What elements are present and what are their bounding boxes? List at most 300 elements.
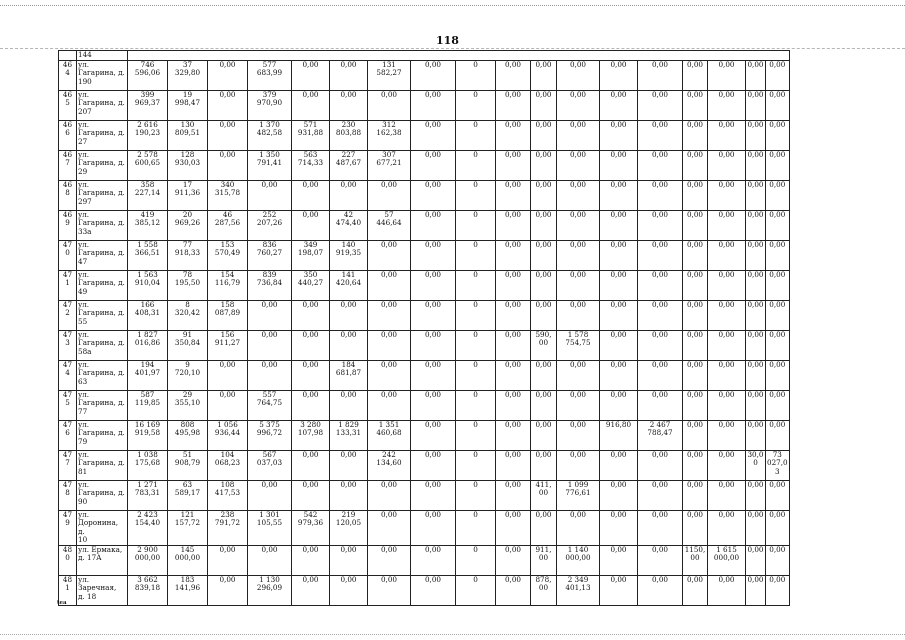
table-cell: 0,00 (531, 210, 557, 240)
table-cell: 0,00 (708, 210, 746, 240)
scan-border-top (0, 5, 905, 6)
table-cell: 0,00 (746, 330, 766, 360)
table-cell: 0,00 (746, 390, 766, 420)
table-body (59, 51, 790, 606)
table-cell: 0,00 (683, 390, 708, 420)
table-cell: 0,00 (600, 480, 638, 510)
table-cell: 0,00 (746, 90, 766, 120)
table-cell: 0,00 (292, 480, 330, 510)
table-cell: 0,00 (600, 180, 638, 210)
table-cell: 0 (456, 545, 496, 575)
table-cell: 0,00 (496, 480, 531, 510)
table-cell: 51 908,79 (168, 450, 208, 480)
table-cell: 154 116,79 (208, 270, 248, 300)
table-cell: 0,00 (292, 210, 330, 240)
table-cell: 0,00 (496, 210, 531, 240)
address-cell: ул. Гагарина, д. 55 (77, 300, 128, 330)
table-cell: 0,00 (411, 120, 456, 150)
table-cell: 0,00 (708, 480, 746, 510)
table-cell: 9 720,10 (168, 360, 208, 390)
table-cell: 0,00 (292, 360, 330, 390)
table-cell: 2 578 600,65 (128, 150, 168, 180)
table-cell: 916,80 (600, 420, 638, 450)
table-cell: 91 350,84 (168, 330, 208, 360)
table-cell: 0,00 (638, 120, 683, 150)
table-cell: 542 979,36 (292, 510, 330, 545)
table-cell: 0 (456, 90, 496, 120)
table-cell: 0,00 (496, 180, 531, 210)
table-cell: 0,00 (708, 450, 746, 480)
table-cell: 219 120,05 (330, 510, 368, 545)
row-number-cell: 48 1 (59, 575, 77, 605)
table-cell: 42 474,40 (330, 210, 368, 240)
table-cell: 0,00 (368, 180, 411, 210)
table-cell: 0,00 (708, 330, 746, 360)
table-cell: 0,00 (708, 300, 746, 330)
table-cell: 0,00 (208, 545, 248, 575)
table-cell: 0,00 (746, 360, 766, 390)
table-cell: 0,00 (496, 450, 531, 480)
table-cell: 340 315,78 (208, 180, 248, 210)
table-cell: 0,00 (496, 330, 531, 360)
table-cell: 0,00 (557, 90, 600, 120)
table-cell: 0,00 (557, 240, 600, 270)
table-cell: 156 911,27 (208, 330, 248, 360)
address-cell: ул. Гагарина, д. 49 (77, 270, 128, 300)
table-cell: 8 320,42 (168, 300, 208, 330)
table-cell: 0,00 (708, 270, 746, 300)
table-cell: 0,00 (683, 60, 708, 90)
table-cell: 128 930,03 (168, 150, 208, 180)
table-cell: 0,00 (638, 510, 683, 545)
table-cell: 0,00 (638, 180, 683, 210)
table-cell: 0,00 (600, 450, 638, 480)
table-cell: 0,00 (638, 270, 683, 300)
table-cell: 0,00 (683, 270, 708, 300)
table-cell: 184 681,87 (330, 360, 368, 390)
table-cell (59, 51, 77, 61)
table-cell: 0,00 (330, 480, 368, 510)
table-cell: 0,00 (766, 360, 790, 390)
table-cell: 0,00 (208, 60, 248, 90)
table-cell: 0,00 (766, 210, 790, 240)
table-cell: 46 287,56 (208, 210, 248, 240)
scan-border-bottom (0, 634, 905, 635)
table-cell: 2 467 788,47 (638, 420, 683, 450)
row-number-cell: 46 8 (59, 180, 77, 210)
table-cell: 587 119,85 (128, 390, 168, 420)
table-cell: 0,00 (496, 240, 531, 270)
table-cell: 0,00 (746, 480, 766, 510)
table-cell: 145 000,00 (168, 545, 208, 575)
table-cell: 0,00 (708, 120, 746, 150)
table-cell: 2 423 154,40 (128, 510, 168, 545)
table-row (59, 300, 790, 330)
table-cell: 419 385,12 (128, 210, 168, 240)
table-cell: 379 970,90 (248, 90, 292, 120)
table-cell: 0,00 (708, 90, 746, 120)
table-cell: 0,00 (746, 120, 766, 150)
table-cell: 0,00 (638, 575, 683, 605)
table-cell: 0,00 (557, 360, 600, 390)
table-cell: 0,00 (557, 150, 600, 180)
table-cell: 0,00 (638, 210, 683, 240)
table-cell: 0,00 (683, 90, 708, 120)
table-cell: 0 (456, 300, 496, 330)
table-cell: 590, 00 (531, 330, 557, 360)
table-cell: 0 (456, 420, 496, 450)
table-cell: 0,00 (330, 450, 368, 480)
table-row (59, 60, 790, 90)
table-cell: 0,00 (411, 210, 456, 240)
table-cell: 0 (456, 450, 496, 480)
table-cell: 0,00 (531, 360, 557, 390)
table-cell: 0,00 (411, 240, 456, 270)
table-cell: 0,00 (557, 420, 600, 450)
table-cell: 1 615 000,00 (708, 545, 746, 575)
table-cell: 0,00 (557, 270, 600, 300)
table-cell: 0,00 (411, 330, 456, 360)
table-cell: 0,00 (708, 420, 746, 450)
table-cell: 16 169 919,58 (128, 420, 168, 450)
table-cell: 0,00 (411, 480, 456, 510)
table-cell: 577 683,99 (248, 60, 292, 90)
table-cell: 0,00 (746, 240, 766, 270)
table-cell: 194 401,97 (128, 360, 168, 390)
table-cell: 1 578 754,75 (557, 330, 600, 360)
table-cell: 1 038 175,68 (128, 450, 168, 480)
table-cell: 746 596,06 (128, 60, 168, 90)
table-cell: 0 (456, 270, 496, 300)
row-number-cell: 46 4 (59, 60, 77, 90)
address-cell: ул. Ермака, д. 17А (77, 545, 128, 575)
table-cell: 0,00 (638, 60, 683, 90)
table-cell: 836 760,27 (248, 240, 292, 270)
table-cell: 238 791,72 (208, 510, 248, 545)
table-cell: 0,00 (766, 390, 790, 420)
table-cell: 0,00 (557, 390, 600, 420)
table-cell: 0 (456, 120, 496, 150)
table-cell: 0,00 (411, 420, 456, 450)
table-cell: 1 271 783,31 (128, 480, 168, 510)
table-cell: 0,00 (683, 120, 708, 150)
table-cell: 0,00 (411, 90, 456, 120)
table-cell: 63 589,17 (168, 480, 208, 510)
table-cell: 1 351 460,68 (368, 420, 411, 450)
table-cell: 0,00 (368, 90, 411, 120)
table-cell: 0,00 (766, 90, 790, 120)
row-number-cell: 47 1 (59, 270, 77, 300)
table-cell: 911, 00 (531, 545, 557, 575)
table-cell: 0,00 (557, 210, 600, 240)
table-cell: 0,00 (248, 330, 292, 360)
table-cell: 307 677,21 (368, 150, 411, 180)
table-cell: 0,00 (683, 300, 708, 330)
table-cell: 0,00 (766, 545, 790, 575)
row-number-cell: 46 5 (59, 90, 77, 120)
table-cell: 1 301 105,55 (248, 510, 292, 545)
table-cell: 0 (456, 330, 496, 360)
table-cell: 0,00 (638, 360, 683, 390)
table-cell: 2 349 401,13 (557, 575, 600, 605)
table-cell: 0,00 (600, 240, 638, 270)
address-cell: ул. Гагарина, д. 77 (77, 390, 128, 420)
table-cell: 0,00 (531, 120, 557, 150)
table-cell: 0,00 (496, 420, 531, 450)
table-cell: 0,00 (600, 150, 638, 180)
table-cell: 0,00 (746, 300, 766, 330)
address-cell: ул. Гагарина, д. 33а (77, 210, 128, 240)
table-row (59, 545, 790, 575)
table-row (59, 150, 790, 180)
table-cell: 0,00 (638, 300, 683, 330)
table-cell: 0,00 (411, 300, 456, 330)
table-cell: 0,00 (292, 390, 330, 420)
table-cell: 121 157,72 (168, 510, 208, 545)
table-cell: 0,00 (531, 510, 557, 545)
table-cell: 0,00 (766, 330, 790, 360)
table-cell: 0,00 (746, 150, 766, 180)
address-cell: ул. Гагарина, д. 79 (77, 420, 128, 450)
table-row (59, 210, 790, 240)
table-cell: 0,00 (766, 240, 790, 270)
table-cell: 1 130 296,09 (248, 575, 292, 605)
table-cell: 0,00 (766, 60, 790, 90)
table-cell: 0,00 (746, 420, 766, 450)
table-cell: 104 068,23 (208, 450, 248, 480)
table-row (59, 450, 790, 480)
table-row (59, 270, 790, 300)
table-cell: 0,00 (746, 270, 766, 300)
table-cell: 0,00 (600, 90, 638, 120)
table-row (59, 330, 790, 360)
table-row (59, 510, 790, 545)
table-cell: 0,00 (557, 120, 600, 150)
table-cell: 0,00 (766, 150, 790, 180)
table-cell: 0,00 (368, 390, 411, 420)
table-cell: 77 918,33 (168, 240, 208, 270)
table-cell: 0,00 (638, 150, 683, 180)
table-cell: 3 662 839,18 (128, 575, 168, 605)
page-number: 118 (436, 34, 459, 47)
table-cell: 0,00 (531, 90, 557, 120)
table-cell: 0,00 (330, 330, 368, 360)
table-cell: 0,00 (531, 420, 557, 450)
table-cell: 0,00 (557, 300, 600, 330)
table-cell: 0,00 (531, 240, 557, 270)
table-row (59, 240, 790, 270)
table-cell: 0,00 (683, 575, 708, 605)
table-cell: 0,00 (411, 510, 456, 545)
table-cell: 0,00 (531, 300, 557, 330)
table-cell: 0,00 (411, 545, 456, 575)
table-cell: 0,00 (766, 480, 790, 510)
table-cell: 0,00 (638, 450, 683, 480)
table-cell: 0,00 (292, 180, 330, 210)
table-cell: 808 495,98 (168, 420, 208, 450)
table-cell: 0,00 (248, 545, 292, 575)
address-cell: ул. Гагарина, д. 90 (77, 480, 128, 510)
table-cell: 0,00 (368, 480, 411, 510)
address-cell: ул. Доронина, д. 10 (77, 510, 128, 545)
table-row (59, 90, 790, 120)
table-cell: 0 (456, 240, 496, 270)
table-cell: 252 207,26 (248, 210, 292, 240)
table-cell: 30,0 0 (746, 450, 766, 480)
table-cell: 0,00 (411, 360, 456, 390)
table-cell: 0,00 (292, 330, 330, 360)
table-cell: 0,00 (411, 180, 456, 210)
table-cell: 0 (456, 390, 496, 420)
table-cell: 0,00 (411, 450, 456, 480)
table-cell: 0,00 (330, 180, 368, 210)
table-cell: 0,00 (746, 545, 766, 575)
table-cell: 0,00 (600, 210, 638, 240)
table-row (59, 420, 790, 450)
address-cell: ул. Гагарина, д. 190 (77, 60, 128, 90)
table-cell: 0,00 (746, 210, 766, 240)
table-cell: 0,00 (708, 60, 746, 90)
table-cell: 0,00 (600, 360, 638, 390)
table-cell: 2 900 000,00 (128, 545, 168, 575)
table-cell: 0 (456, 360, 496, 390)
address-cell: ул. Гагарина, д. 63 (77, 360, 128, 390)
table-cell: 0,00 (496, 270, 531, 300)
table-cell: 0 (456, 480, 496, 510)
table-cell: 411, 00 (531, 480, 557, 510)
table-cell: 230 803,88 (330, 120, 368, 150)
table-cell: 17 911,36 (168, 180, 208, 210)
table-cell: 0,00 (330, 390, 368, 420)
table-cell: 73 027,0 3 (766, 450, 790, 480)
table-cell: 0,00 (368, 360, 411, 390)
table-cell: 0,00 (248, 180, 292, 210)
table-cell: 0,00 (557, 510, 600, 545)
table-cell: 0,00 (683, 150, 708, 180)
table-cell: 0,00 (208, 120, 248, 150)
address-cell: ул. Гагарина, д. 81 (77, 450, 128, 480)
table-cell: 358 227,14 (128, 180, 168, 210)
table-cell: 0,00 (531, 270, 557, 300)
table-cell: 0,00 (531, 390, 557, 420)
table-cell: 571 931,88 (292, 120, 330, 150)
table-cell: 839 736,84 (248, 270, 292, 300)
table-cell: 0,00 (411, 575, 456, 605)
table-cell: 0,00 (746, 510, 766, 545)
row-number-cell: 47 9 (59, 510, 77, 545)
table-cell: 108 417,53 (208, 480, 248, 510)
table-cell: 0,00 (638, 90, 683, 120)
table-cell: 0,00 (557, 60, 600, 90)
table-cell: 0,00 (638, 330, 683, 360)
table-cell: 0,00 (766, 270, 790, 300)
table-row (59, 390, 790, 420)
table-cell: 0,00 (292, 60, 330, 90)
table-cell: 0,00 (411, 60, 456, 90)
table-cell: 19 998,47 (168, 90, 208, 120)
table-cell: 0 (456, 575, 496, 605)
table-cell: 0,00 (600, 120, 638, 150)
table-cell: 1 827 016,86 (128, 330, 168, 360)
table-cell: 0,00 (292, 575, 330, 605)
table-cell: 0,00 (531, 150, 557, 180)
table-cell: 227 487,67 (330, 150, 368, 180)
table-cell: 1 056 936,44 (208, 420, 248, 450)
table-cell: 1 558 366,51 (128, 240, 168, 270)
table-cell: 0,00 (638, 240, 683, 270)
table-cell: 57 446,64 (368, 210, 411, 240)
table-cell: 37 329,80 (168, 60, 208, 90)
table-cell: 0,00 (708, 180, 746, 210)
table-cell: 0,00 (330, 60, 368, 90)
table-cell: 0,00 (496, 390, 531, 420)
table-cell: 0,00 (746, 575, 766, 605)
table-cell: 140 919,35 (330, 240, 368, 270)
table-cell: 0,00 (368, 330, 411, 360)
table-cell: 0,00 (600, 390, 638, 420)
table-cell: 0,00 (600, 270, 638, 300)
row-number-cell: 47 0 (59, 240, 77, 270)
table-cell: 0,00 (496, 575, 531, 605)
table-row (59, 575, 790, 605)
table-row (59, 120, 790, 150)
table-cell: 1 563 910,04 (128, 270, 168, 300)
address-cell: ул. Заречная, д. 18 (77, 575, 128, 605)
table-cell: 0,00 (248, 300, 292, 330)
table-cell: 0,00 (531, 180, 557, 210)
table-cell: 0,00 (683, 180, 708, 210)
table-cell: 2 616 190,23 (128, 120, 168, 150)
table-cell: 3 280 107,98 (292, 420, 330, 450)
table-cell: 0,00 (368, 545, 411, 575)
table-cell: 5 375 996,72 (248, 420, 292, 450)
table-cell: 0,00 (496, 510, 531, 545)
table-cell: 0,00 (683, 330, 708, 360)
table-row (59, 360, 790, 390)
table-cell: 0 (456, 150, 496, 180)
table-cell: 0 (456, 60, 496, 90)
table-cell: 78 195,50 (168, 270, 208, 300)
table-cell: 0 (456, 180, 496, 210)
table-cell: 0,00 (496, 545, 531, 575)
table-cell: 0,00 (600, 60, 638, 90)
table-cell: 0,00 (330, 300, 368, 330)
table-cell: 0,00 (496, 150, 531, 180)
table-cell: 0,00 (600, 575, 638, 605)
table-cell: 153 570,49 (208, 240, 248, 270)
table-cell: 1 140 000,00 (557, 545, 600, 575)
footer-mark: tea (57, 600, 67, 606)
table-cell: 0 (456, 210, 496, 240)
address-cell: ул. Гагарина, д. 297 (77, 180, 128, 210)
table-cell: 0,00 (531, 450, 557, 480)
table-cell: 0,00 (708, 510, 746, 545)
row-number-cell: 46 7 (59, 150, 77, 180)
table-cell: 0,00 (766, 300, 790, 330)
table-cell: 0,00 (292, 90, 330, 120)
table-cell: 29 355,10 (168, 390, 208, 420)
table-cell: 0,00 (208, 390, 248, 420)
continuation-row (59, 51, 790, 61)
table-cell: 0,00 (330, 575, 368, 605)
table-cell: 557 764,75 (248, 390, 292, 420)
table-cell: 144 (77, 51, 128, 61)
table-cell: 0,00 (557, 180, 600, 210)
table-cell: 0,00 (531, 60, 557, 90)
table-cell: 0,00 (766, 510, 790, 545)
table-cell: 0,00 (208, 360, 248, 390)
table-cell: 0,00 (638, 545, 683, 575)
